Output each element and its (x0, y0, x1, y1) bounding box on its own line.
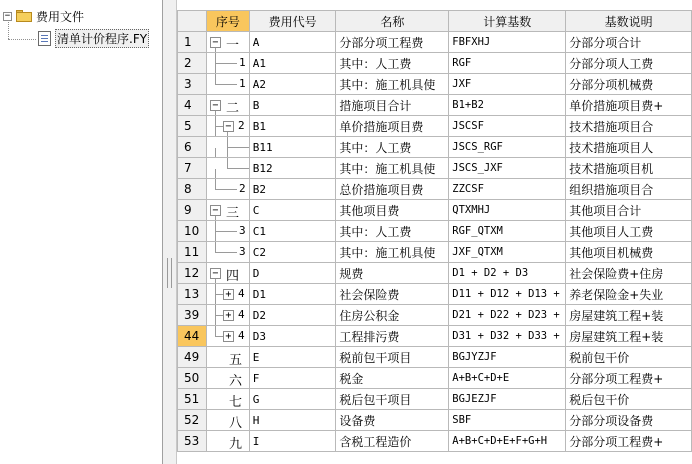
header-seq[interactable]: 序号 (206, 11, 249, 32)
seq-cell[interactable] (206, 284, 249, 305)
table-row[interactable] (178, 74, 692, 95)
name-cell[interactable]: 总价措施项目费 (336, 179, 449, 200)
seq-label: 三 (225, 206, 239, 221)
seq-cell[interactable] (206, 326, 249, 347)
name-cell[interactable]: 住房公积金 (336, 305, 449, 326)
seq-label: 4 (237, 329, 245, 342)
desc-cell[interactable]: 养老保险金+失业 (566, 284, 692, 305)
desc-cell[interactable]: 技术措施项目人 (566, 137, 692, 158)
seq-label: 4 (237, 308, 245, 321)
row-number[interactable]: 49 (178, 347, 207, 368)
name-cell[interactable]: 其他项目费 (336, 200, 449, 221)
code-cell[interactable]: B (249, 95, 336, 116)
code-cell[interactable]: D (249, 263, 336, 284)
table-row[interactable] (178, 347, 692, 368)
tree-connector (215, 231, 237, 232)
seq-label: 4 (237, 287, 245, 300)
tree-connector (215, 84, 237, 85)
seq-cell[interactable] (206, 410, 249, 431)
basis-cell[interactable]: JSCS_JXF (449, 158, 566, 179)
tree-connector (8, 22, 9, 39)
basis-cell[interactable]: FBFXHJ (449, 32, 566, 53)
collapse-icon[interactable]: − (223, 121, 234, 132)
seq-cell[interactable] (206, 116, 249, 137)
tree-connector (215, 64, 216, 74)
seq-cell[interactable] (206, 242, 249, 263)
tree-node-file[interactable] (38, 29, 149, 47)
name-cell[interactable]: 其中：施工机具使 (336, 74, 449, 95)
seq-label: 2 (237, 119, 245, 132)
collapse-icon[interactable]: − (210, 205, 221, 216)
code-cell[interactable]: C (249, 200, 336, 221)
seq-label: 3 (238, 245, 246, 258)
row-number[interactable]: 6 (178, 137, 207, 158)
file-tree-pane (0, 0, 163, 464)
collapse-icon[interactable]: − (210, 268, 221, 279)
code-cell[interactable]: D3 (249, 326, 336, 347)
row-number[interactable]: 3 (178, 74, 207, 95)
seq-label: 八 (228, 416, 242, 431)
table-row[interactable] (178, 263, 692, 284)
name-cell[interactable]: 规费 (336, 263, 449, 284)
basis-cell[interactable]: A+B+C+D+E+F+G+H (449, 431, 566, 452)
collapse-icon[interactable]: − (210, 100, 221, 111)
seq-label: 七 (228, 395, 242, 410)
seq-cell[interactable] (206, 221, 249, 242)
splitter-grip-icon[interactable] (167, 258, 172, 288)
tree-connector (215, 127, 216, 137)
desc-cell[interactable]: 分部分项工程费+ (566, 368, 692, 389)
basis-cell[interactable]: A+B+C+D+E (449, 368, 566, 389)
basis-cell[interactable]: JSCS_RGF (449, 137, 566, 158)
desc-cell[interactable]: 房屋建筑工程+装 (566, 305, 692, 326)
table-row[interactable] (178, 116, 692, 137)
table-row[interactable] (178, 431, 692, 452)
tree-root-label: 费用文件 (36, 9, 85, 24)
seq-cell[interactable] (206, 53, 249, 74)
name-cell[interactable]: 设备费 (336, 410, 449, 431)
desc-cell[interactable]: 分部分项工程费+ (566, 431, 692, 452)
basis-cell[interactable]: SBF (449, 410, 566, 431)
code-cell[interactable]: C2 (249, 242, 336, 263)
row-number[interactable]: 52 (178, 410, 207, 431)
desc-cell[interactable]: 税后包干价 (566, 389, 692, 410)
desc-cell[interactable]: 其他项目人工费 (566, 221, 692, 242)
row-number[interactable]: 51 (178, 389, 207, 410)
basis-cell[interactable]: D31 + D32 + D33 + (449, 326, 566, 347)
code-cell[interactable]: F (249, 368, 336, 389)
seq-cell[interactable] (206, 179, 249, 200)
seq-cell[interactable] (206, 347, 249, 368)
seq-cell[interactable] (206, 74, 249, 95)
code-cell[interactable]: D1 (249, 284, 336, 305)
table-row[interactable] (178, 179, 692, 200)
desc-cell[interactable]: 分部分项合计 (566, 32, 692, 53)
table-row[interactable] (178, 221, 692, 242)
tree-connector (215, 63, 237, 64)
seq-cell[interactable] (206, 389, 249, 410)
row-number[interactable]: 53 (178, 431, 207, 452)
expand-icon[interactable]: + (223, 289, 234, 300)
code-cell[interactable]: D2 (249, 305, 336, 326)
basis-cell[interactable]: RGF (449, 53, 566, 74)
seq-cell[interactable] (206, 305, 249, 326)
row-number[interactable]: 8 (178, 179, 207, 200)
row-number[interactable]: 5 (178, 116, 207, 137)
basis-cell[interactable]: D1 + D2 + D3 (449, 263, 566, 284)
row-number[interactable]: 10 (178, 221, 207, 242)
table-row[interactable] (178, 53, 692, 74)
name-cell[interactable]: 其中：施工机具使 (336, 242, 449, 263)
table-row[interactable] (178, 95, 692, 116)
row-number[interactable]: 9 (178, 200, 207, 221)
name-cell[interactable]: 其中：人工费 (336, 53, 449, 74)
row-number[interactable]: 7 (178, 158, 207, 179)
grid-header-row (178, 11, 692, 32)
basis-cell[interactable]: ZZCSF (449, 179, 566, 200)
seq-cell[interactable] (206, 95, 249, 116)
seq-cell[interactable] (206, 431, 249, 452)
name-cell[interactable]: 含税工程造价 (336, 431, 449, 452)
seq-cell[interactable] (206, 137, 249, 158)
tree-connector (227, 147, 249, 148)
basis-cell[interactable]: B1+B2 (449, 95, 566, 116)
seq-cell[interactable] (206, 158, 249, 179)
seq-label: 六 (228, 374, 242, 389)
seq-label: 1 (238, 77, 246, 90)
row-number[interactable]: 1 (178, 32, 207, 53)
seq-label: 一 (225, 38, 239, 53)
name-cell[interactable]: 单价措施项目费 (336, 116, 449, 137)
collapse-icon[interactable]: − (4, 10, 11, 21)
name-cell[interactable]: 其中：施工机具使 (336, 158, 449, 179)
collapse-icon[interactable]: − (210, 37, 221, 48)
row-number[interactable]: 12 (178, 263, 207, 284)
desc-cell[interactable]: 其他项目机械费 (566, 242, 692, 263)
seq-label: 四 (225, 269, 239, 284)
row-number[interactable]: 11 (178, 242, 207, 263)
desc-cell[interactable]: 技术措施项目机 (566, 158, 692, 179)
basis-cell[interactable]: JXF (449, 74, 566, 95)
code-cell[interactable]: B2 (249, 179, 336, 200)
name-cell[interactable]: 其中：人工费 (336, 221, 449, 242)
name-cell[interactable]: 社会保险费 (336, 284, 449, 305)
table-row[interactable] (178, 305, 692, 326)
name-cell[interactable]: 工程排污费 (336, 326, 449, 347)
seq-cell[interactable] (206, 200, 249, 221)
seq-label: 1 (238, 56, 246, 69)
seq-label: 二 (225, 101, 239, 116)
header-rownum[interactable] (178, 11, 207, 32)
desc-cell[interactable]: 社会保险费+住房 (566, 263, 692, 284)
table-row[interactable] (178, 200, 692, 221)
code-cell[interactable]: E (249, 347, 336, 368)
code-cell[interactable]: A2 (249, 74, 336, 95)
basis-cell[interactable]: D21 + D22 + D23 + (449, 305, 566, 326)
name-cell[interactable]: 其中：人工费 (336, 137, 449, 158)
desc-cell[interactable]: 分部分项设备费 (566, 410, 692, 431)
table-row[interactable] (178, 368, 692, 389)
tree-connector (227, 148, 228, 158)
table-row[interactable] (178, 284, 692, 305)
tree-connector (215, 189, 237, 190)
code-cell[interactable]: G (249, 389, 336, 410)
tree-connector (215, 295, 216, 305)
folder-icon (16, 10, 32, 22)
basis-cell[interactable]: BGJEZJF (449, 389, 566, 410)
basis-cell[interactable]: D11 + D12 + D13 + (449, 284, 566, 305)
name-cell[interactable]: 税后包干项目 (336, 389, 449, 410)
header-name[interactable]: 名称 (336, 11, 449, 32)
header-basis[interactable]: 计算基数 (449, 11, 566, 32)
pane-splitter[interactable] (163, 0, 177, 464)
row-number[interactable]: 39 (178, 305, 207, 326)
code-cell[interactable]: B12 (249, 158, 336, 179)
row-number[interactable]: 50 (178, 368, 207, 389)
expand-icon[interactable]: + (223, 310, 234, 321)
code-cell[interactable]: H (249, 410, 336, 431)
basis-cell[interactable]: BGJYZJF (449, 347, 566, 368)
tree-connector (215, 252, 237, 253)
table-row[interactable] (178, 32, 692, 53)
code-cell[interactable]: B1 (249, 116, 336, 137)
tree-file-label[interactable]: 清单计价程序.FY (55, 29, 149, 48)
table-row[interactable] (178, 389, 692, 410)
desc-cell[interactable]: 单价措施项目费+ (566, 95, 692, 116)
desc-cell[interactable]: 税前包干价 (566, 347, 692, 368)
basis-cell[interactable]: JSCSF (449, 116, 566, 137)
desc-cell[interactable]: 分部分项人工费 (566, 53, 692, 74)
table-row[interactable] (178, 158, 692, 179)
code-cell[interactable]: B11 (249, 137, 336, 158)
seq-label: 2 (238, 182, 246, 195)
row-number[interactable]: 2 (178, 53, 207, 74)
seq-cell[interactable] (206, 32, 249, 53)
seq-cell[interactable] (206, 368, 249, 389)
tree-node-root[interactable] (3, 7, 84, 25)
name-cell[interactable]: 税前包干项目 (336, 347, 449, 368)
desc-cell[interactable]: 分部分项机械费 (566, 74, 692, 95)
tree-connector (215, 169, 216, 179)
header-code[interactable]: 费用代号 (249, 11, 336, 32)
desc-cell[interactable]: 其他项目合计 (566, 200, 692, 221)
basis-cell[interactable]: JXF_QTXM (449, 242, 566, 263)
code-cell[interactable]: C1 (249, 221, 336, 242)
fee-grid (177, 10, 692, 464)
row-number[interactable]: 44 (178, 326, 207, 347)
name-cell[interactable]: 措施项目合计 (336, 95, 449, 116)
name-cell[interactable]: 税金 (336, 368, 449, 389)
seq-label: 九 (228, 437, 242, 452)
tree-connector (215, 316, 216, 326)
desc-cell[interactable]: 技术措施项目合 (566, 116, 692, 137)
row-number[interactable]: 4 (178, 95, 207, 116)
tree-connector (227, 168, 249, 169)
table-row[interactable] (178, 410, 692, 431)
row-number[interactable]: 13 (178, 284, 207, 305)
seq-label: 3 (238, 224, 246, 237)
code-cell[interactable]: A (249, 32, 336, 53)
seq-cell[interactable] (206, 263, 249, 284)
seq-label: 五 (228, 353, 242, 368)
tree-connector (215, 232, 216, 242)
tree-connector (215, 148, 216, 158)
expand-icon[interactable]: + (223, 331, 234, 342)
tree-connector (8, 39, 36, 40)
desc-cell[interactable]: 房屋建筑工程+装 (566, 326, 692, 347)
basis-cell[interactable]: QTXMHJ (449, 200, 566, 221)
name-cell[interactable]: 分部分项工程费 (336, 32, 449, 53)
table-row[interactable] (178, 326, 692, 347)
desc-cell[interactable]: 组织措施项目合 (566, 179, 692, 200)
code-cell[interactable]: A1 (249, 53, 336, 74)
code-cell[interactable]: I (249, 431, 336, 452)
table-row[interactable] (178, 137, 692, 158)
table-row[interactable] (178, 242, 692, 263)
basis-cell[interactable]: RGF_QTXM (449, 221, 566, 242)
header-desc[interactable]: 基数说明 (566, 11, 692, 32)
document-icon (38, 31, 51, 46)
